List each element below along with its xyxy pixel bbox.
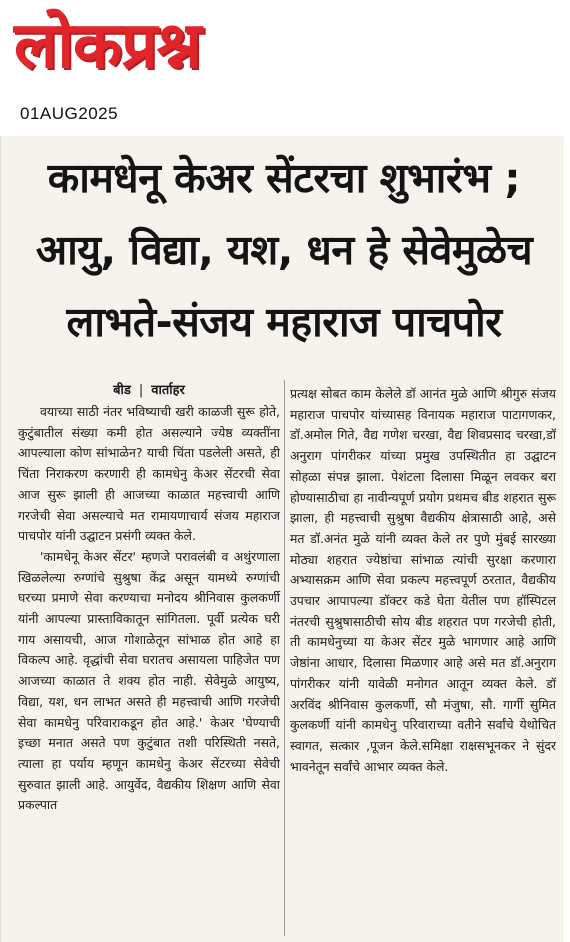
dateline-place: बीड — [113, 383, 131, 398]
masthead — [8, 4, 328, 100]
article-column-left — [18, 380, 280, 816]
headline-line-3: लाभते-संजय महाराज पाचपोर — [66, 298, 502, 346]
article-headline — [14, 142, 554, 358]
newspaper-logo: लोकप्रश्न — [14, 9, 201, 83]
article-column-right — [290, 384, 556, 777]
paragraph: 'कामधेनू केअर सेंटर' म्हणजे परावलंबी व अथुंरणाला खिळलेल्या रुग्णांचे सुश्रुषा केंद्र असून यामध्ये रुग्णांची घरच्या प्रमाणे सेवा करण्याचा मनोदय श्रीनिवास कुलकर्णी यांनी आपल्या प्रास्ताविकातून सांगितला. पूर्वी प्रत्येक घरी गाय असायची, आज गोशाळेतून सांभाळ होत आहे हा विकल्प आहे. वृद्धांची सेवा घरातच असायला पाहिजेत पण आजच्या काळात ते शक्य होत नाही. सेवेमुळे आयुष्य, विद्या, यश, धन लाभत असते ही महत्त्वाची आणि गरजेची सेवा कामधेनु परिवाराकडून होत आहे.' केअर 'घेण्याची इच्छा मनात असते पण कुटुंबात तशी परिस्थिती नसते, त्याला हा पर्याय म्हणून कामधेनु केअर सेंटरच्या सेवेची सुरुवात झाली आहे. आयुर्वेद, वैद्यकीय शिक्षण आणि सेवा प्रकल्पात — [18, 548, 280, 813]
dateline-reporter: वार्ताहर — [151, 383, 185, 398]
paragraph: वयाच्या साठी नंतर भविष्याची खरी काळजी सुरू होते, कुटुंबातील संख्या कमी होत असल्याने ज्येष्ठ व्यक्तींना आपल्याला कोण सांभाळेन? याची चिंता पडलेली असते, ही चिंता निराकरण करणारी ही कामधेनु केअर सेंटरची सेवा आज सुरू झाली ही आजच्या काळात महत्त्वाची आणि गरजेची सेवा असल्याचे मत रामायणाचार्य संजय महाराज पाचपोर यांनी उद्घाटन प्रसंगी व्यक्त केले. — [18, 404, 280, 544]
clipping-edge — [564, 136, 570, 942]
headline-line-2: आयु, विद्या, यश, धन हे सेवेमुळेच — [35, 226, 533, 274]
column-divider — [284, 380, 285, 936]
dateline-separator: | — [138, 383, 144, 398]
paragraph: प्रत्यक्ष सोबत काम केलेले डॉ आनंत मुळे आणि श्रीगुरु संजय महाराज पाचपोर यांच्यासह विनायक महाराज पाटागणकर, डॉ.अमोल गिते, वैद्य गणेश चरखा, वैद्य शिवप्रसाद चरखा,डॉ अनुराग पांगरीकर यांच्या प्रमुख उपस्थितीत हा उद्घाटन सोहळा संपन्न झाला. पेशंटला दिलासा मिळून लवकर बरा होण्यासाठीचा हा नावीन्यपूर्ण प्रयोग प्रथमच बीड शहरात सुरू झाला, ही महत्त्वाची सुश्रुषा वैद्यकीय क्षेत्रासाठी आहे, असे मत डॉ.अनंत मुळे यांनी व्यक्त केले तर पुणे मुंबई सारख्या मोठ्या शहरात ज्येष्ठांचा सांभाळ त्यांची सुरक्षा करणारा अभ्यासक्रम आणि सेवा प्रकल्प महत्त्वपूर्ण ठरतात, वैद्यकीय उपचार आपापल्या डॉक्टर कडे घेता येतील पण हॉस्पिटल नंतरची सुश्रुषासाठीची सोय बीड शहरात पण गरजेची होती, ती कामधेनुच्या या केअर सेंटर मुळे भागणार आहे आणि जेष्ठांना आधार, दिलासा मिळणार आहे असे मत डॉ.अनुराग पांगरीकर यांनी यावेळी मनोगत आतून व्यक्त केले. डॉ अरविंद श्रीनिवास कुलकर्णी, सौ मंजुषा, सौ. गार्गी सुमित कुलकर्णी यांनी कामधेनु परिवाराच्या वतीने सर्वांचे येथोचित स्वागत, सत्कार ,पूजन केले.समिक्षा राक्षसभूनकर ने सुंदर भावनेतून सर्वांचे आभार व्यक्त केले. — [290, 386, 556, 774]
publication-date: 01AUG2025 — [20, 104, 119, 123]
headline-line-1: कामधेनू केअर सेंटरचा शुभारंभ ; — [47, 154, 521, 202]
dateline — [18, 380, 280, 402]
